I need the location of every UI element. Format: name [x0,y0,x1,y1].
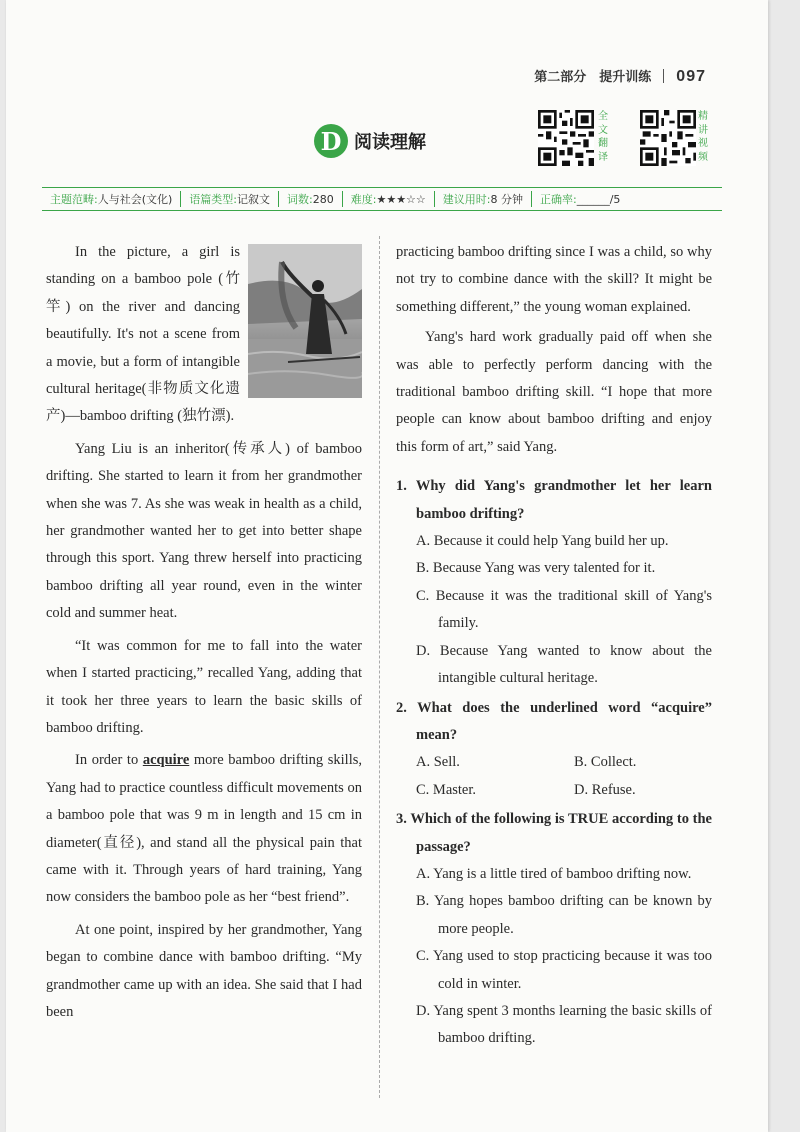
info-suggested-time: 建议用时:8 分钟 [435,191,532,207]
page-header [534,66,706,86]
section-badge: D [314,124,348,158]
option-c[interactable]: C. Yang used to stop practicing because it was too cold in winter. [416,948,712,992]
question-stem: 2. What does the underlined word “acquire” mean? [396,699,712,743]
passage-paragraph-4: In order to acquire more bamboo drifting skills, Yang had to practice countless difficult movements on a bamboo pole that was 9 m in length and 15 cm in diameter(直径), and stand all the physical pain that came with it. Through years of hard training, Yang now considers the bamboo pole as her “best friend”. [46,752,362,906]
info-difficulty: 难度:★★★☆☆ [343,191,435,207]
qr-code-icon [538,110,594,166]
passage-left-column [46,239,362,1026]
passage-paragraph-3: “It was common for me to fall into the water when I started practicing,” recalled Yang, adding that it took her three years to learn the basic skills of bamboo drifting. [46,637,362,736]
question-3 [396,806,712,1053]
info-genre: 语篇类型:记叙文 [181,191,279,207]
passage-paragraph-6: Yang's hard work gradually paid off when she was able to perfectly perform dancing with the traditional bamboo drifting skill. “I hope that more people can know about bamboo drifting and enjoy this form of art,” said Yang. [396,329,712,455]
qr-label-translation: 全文翻译 [598,111,608,163]
section-heading [314,124,426,158]
passage-paragraph-2: Yang Liu is an inheritor(传承人) of bamboo drifting. She started to learn it from her grandmother when she was 7. As she was weak in health as a child, her grandmother wanted her to get into better shape through this sport. Yang threw herself into practicing bamboo drifting all year round, even in the winter cold and summer heat. [46,440,362,622]
option-b[interactable]: B. Because Yang was very talented for it. [416,560,656,577]
options-row [396,777,712,804]
question-2 [396,695,712,805]
option-d[interactable]: D. Yang spent 3 months learning the basic skills of bamboo drifting. [416,1002,712,1047]
options-row [396,749,712,776]
option-a[interactable]: A. Because it could help Yang build her up. [416,533,669,550]
column-divider [379,236,380,1098]
question-1 [396,473,712,692]
info-accuracy: 正确率:______/5 [540,193,621,206]
dancer-silhouette [248,244,362,398]
question-stem: 3. Which of the following is TRUE according to the passage? [396,811,712,855]
question-stem: 1. Why did Yang's grandmother let her learn bamboo drifting? [396,478,712,522]
passage-paragraph-5-continued: practicing bamboo drifting since I was a child, so why not try to combine dance with the skill? It might be something different,” the young woman explained. [396,244,712,315]
option-a[interactable]: A. Yang is a little tired of bamboo drifting now. [416,865,692,882]
option-a[interactable]: A. Sell. [416,754,460,771]
option-b[interactable]: B. Collect. [574,754,637,771]
page [6,0,768,1132]
qr-code-translation[interactable] [538,110,594,166]
info-bar [42,187,722,211]
bamboo-drifting-photo [248,244,362,398]
passage-paragraph-1: In the picture, a girl is standing on a bamboo pole (竹竿) on the river and dancing beautifully. It's not a scene from a movie, but a form of intangible cultural heritage(非物质文化遗产)—bamboo drifting (独竹漂). [46,244,240,425]
option-d[interactable]: D. Because Yang wanted to know about the intangible cultural heritage. [416,642,712,687]
qr-code-icon [640,110,696,166]
underlined-word: acquire [142,752,190,769]
passage-right-column [396,239,712,1053]
info-topic: 主题范畴:人与社会(文化) [42,191,181,207]
option-b[interactable]: B. Yang hopes bamboo drifting can be known by more people. [416,893,712,937]
option-c[interactable]: C. Because it was the traditional skill of Yang's family. [416,587,712,632]
page-number: 097 [676,68,706,85]
info-word-count: 词数:280 [279,191,343,207]
section-title-text: 阅读理解 [354,132,426,153]
passage-paragraph-5: At one point, inspired by her grandmother, Yang began to combine dance with bamboo drifting. “My grandmother came up with an idea. She said that I had been [46,921,362,1020]
option-c[interactable]: C. Master. [416,781,477,798]
option-d[interactable]: D. Refuse. [574,781,636,798]
qr-label-video: 精讲视频 [698,111,708,163]
qr-code-video[interactable] [640,110,696,166]
header-divider [663,69,664,83]
section-title: 第二部分 提升训练 [534,70,652,85]
